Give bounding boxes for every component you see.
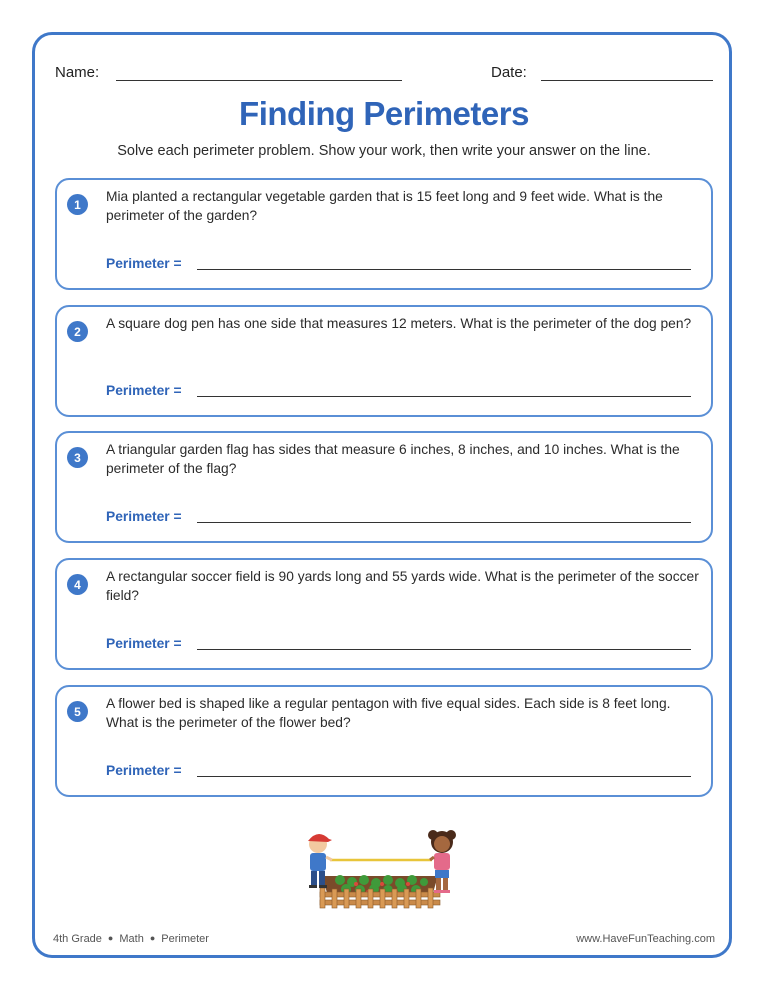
answer-label: Perimeter =: [106, 509, 182, 524]
problem-card-5: [55, 685, 713, 797]
name-label: Name:: [55, 64, 100, 81]
instructions: Solve each perimeter problem. Show your work, then write your answer on the line.: [117, 143, 651, 159]
name-field-line[interactable]: [116, 80, 402, 81]
problem-card-1: [55, 178, 713, 290]
problem-number-badge: 4: [67, 574, 88, 595]
problem-card-3: [55, 431, 713, 543]
problem-text: A square dog pen has one side that measures 12 meters. What is the perimeter of the dog pen?: [106, 316, 692, 331]
answer-line[interactable]: [197, 522, 691, 523]
separator-dot-icon: ●: [107, 933, 114, 943]
answer-line[interactable]: [197, 649, 691, 650]
problem-card-4: [55, 558, 713, 670]
answer-line[interactable]: [197, 269, 691, 270]
problem-card-2: [55, 305, 713, 417]
footer-grade: 4th Grade: [53, 933, 102, 945]
separator-dot-icon: ●: [149, 933, 156, 943]
problem-number-badge: 2: [67, 321, 88, 342]
problem-text: A rectangular soccer field is 90 yards long and 55 yards wide. What is the perimeter of the soccer field?: [106, 569, 699, 603]
problem-text: A flower bed is shaped like a regular pentagon with five equal sides. Each side is 8 feet long. What is the perimeter of the flower bed?: [106, 696, 671, 730]
answer-label: Perimeter =: [106, 636, 182, 651]
problem-number-badge: 1: [67, 194, 88, 215]
footer-topic: Perimeter: [161, 933, 209, 945]
problem-number-badge: 5: [67, 701, 88, 722]
answer-label: Perimeter =: [106, 256, 182, 271]
date-label: Date:: [491, 64, 527, 81]
answer-label: Perimeter =: [106, 763, 182, 778]
problem-text: Mia planted a rectangular vegetable garden that is 15 feet long and 9 feet wide. What is the perimeter of the garden?: [106, 189, 663, 223]
kids-measuring-garden-illustration: [300, 826, 470, 914]
problem-number-badge: 3: [67, 447, 88, 468]
page-title: Finding Perimeters: [239, 95, 529, 132]
answer-label: Perimeter =: [106, 383, 182, 398]
answer-line[interactable]: [197, 776, 691, 777]
date-field-line[interactable]: [541, 80, 713, 81]
footer-website[interactable]: www.HaveFunTeaching.com: [576, 933, 715, 945]
footer-subject: Math: [119, 933, 144, 945]
answer-line[interactable]: [197, 396, 691, 397]
footer-tags: [53, 933, 209, 945]
problem-text: A triangular garden flag has sides that measure 6 inches, 8 inches, and 10 inches. What is the perimeter of the flag?: [106, 442, 680, 476]
